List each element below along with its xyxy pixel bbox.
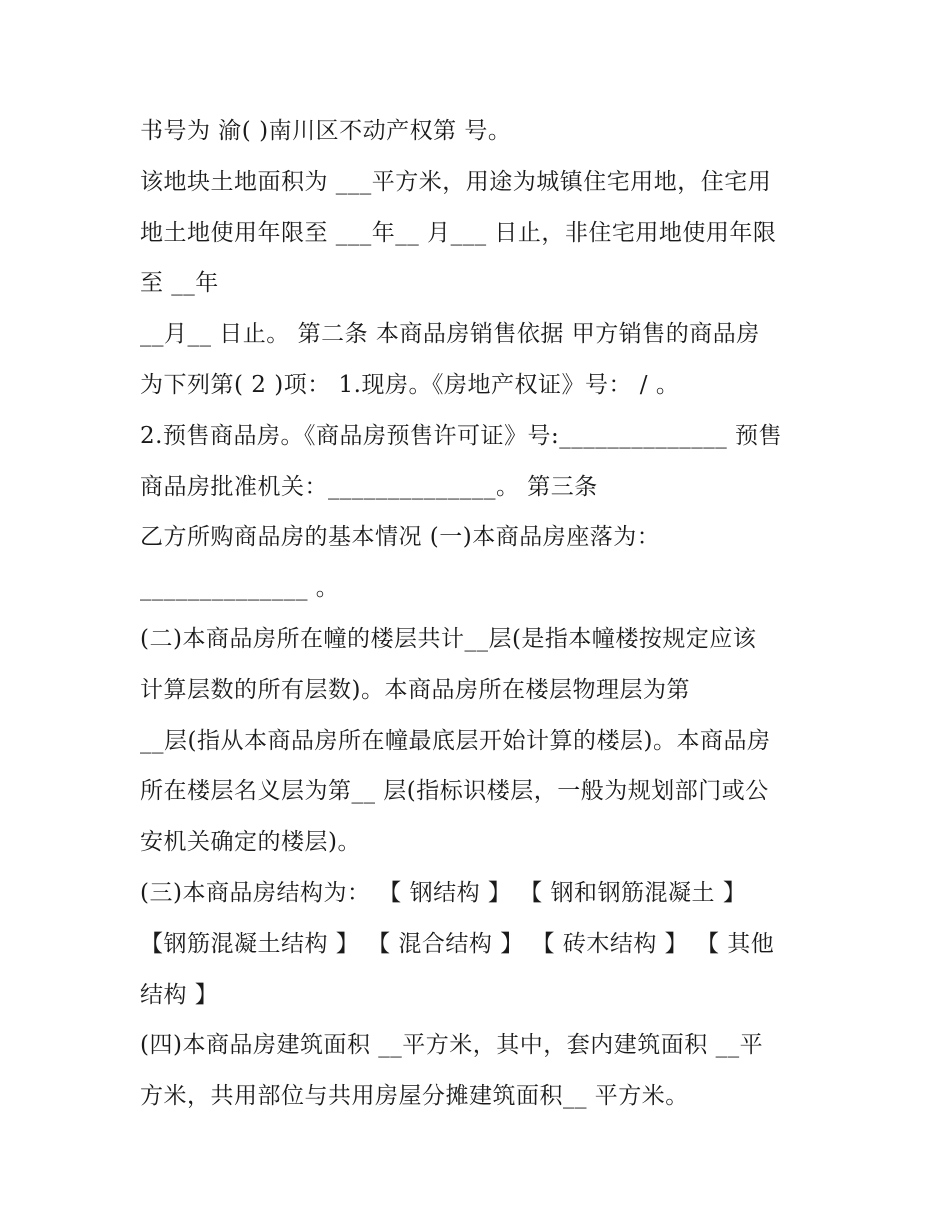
text-line: 方米，共用部位与共用房屋分摊建筑面积__ 平方米。 bbox=[140, 1083, 689, 1110]
document-page bbox=[140, 106, 820, 1122]
text-line: __月__ 日止。 第二条 本商品房销售依据 甲方销售的商品房 bbox=[140, 321, 760, 348]
text-line: 书号为 渝( )南川区不动产权第 号。 bbox=[140, 118, 512, 144]
text-line: (二)本商品房所在幢的楼层共计__层(是指本幢楼按规定应该 bbox=[140, 625, 757, 652]
text-line: 为下列第( 2 )项： 1.现房。《房地产权证》号： / 。 bbox=[140, 371, 680, 398]
text-line: 商品房批准机关：______________。 第三条 bbox=[140, 473, 598, 500]
text-line: (四)本商品房建筑面积 __平方米，其中，套内建筑面积 __平 bbox=[140, 1032, 764, 1059]
text-line: 该地块土地面积为 ___平方米，用途为城镇住宅用地，住宅用 bbox=[140, 168, 772, 195]
text-line: 乙方所购商品房的基本情况 (一)本商品房座落为： bbox=[140, 524, 661, 551]
text-line: 【钢筋混凝土结构 】 【 混合结构 】 【 砖木结构 】 【 其他 bbox=[140, 930, 775, 957]
text-line: 计算层数的所有层数)。本商品房所在楼层物理层为第 bbox=[140, 676, 690, 703]
text-line: 结构 】 bbox=[140, 981, 219, 1008]
text-line: ______________ 。 bbox=[140, 575, 340, 602]
text-line: 安机关确定的楼层)。 bbox=[140, 829, 361, 856]
text-line: 至 __年 bbox=[140, 270, 219, 297]
text-line: (三)本商品房结构为： 【 钢结构 】 【 钢和钢筋混凝土 】 bbox=[140, 879, 747, 906]
text-line: 所在楼层名义层为第__ 层(指标识楼层，一般为规划部门或公 bbox=[140, 778, 769, 805]
text-line: __层(指从本商品房所在幢最底层开始计算的楼层)。本商品房 bbox=[140, 727, 771, 754]
text-line: 地土地使用年限至 ___年__ 月___ 日止，非住宅用地使用年限 bbox=[140, 219, 777, 246]
text-line: 2.预售商品房。《商品房预售许可证》号:______________ 预售 bbox=[140, 422, 783, 449]
